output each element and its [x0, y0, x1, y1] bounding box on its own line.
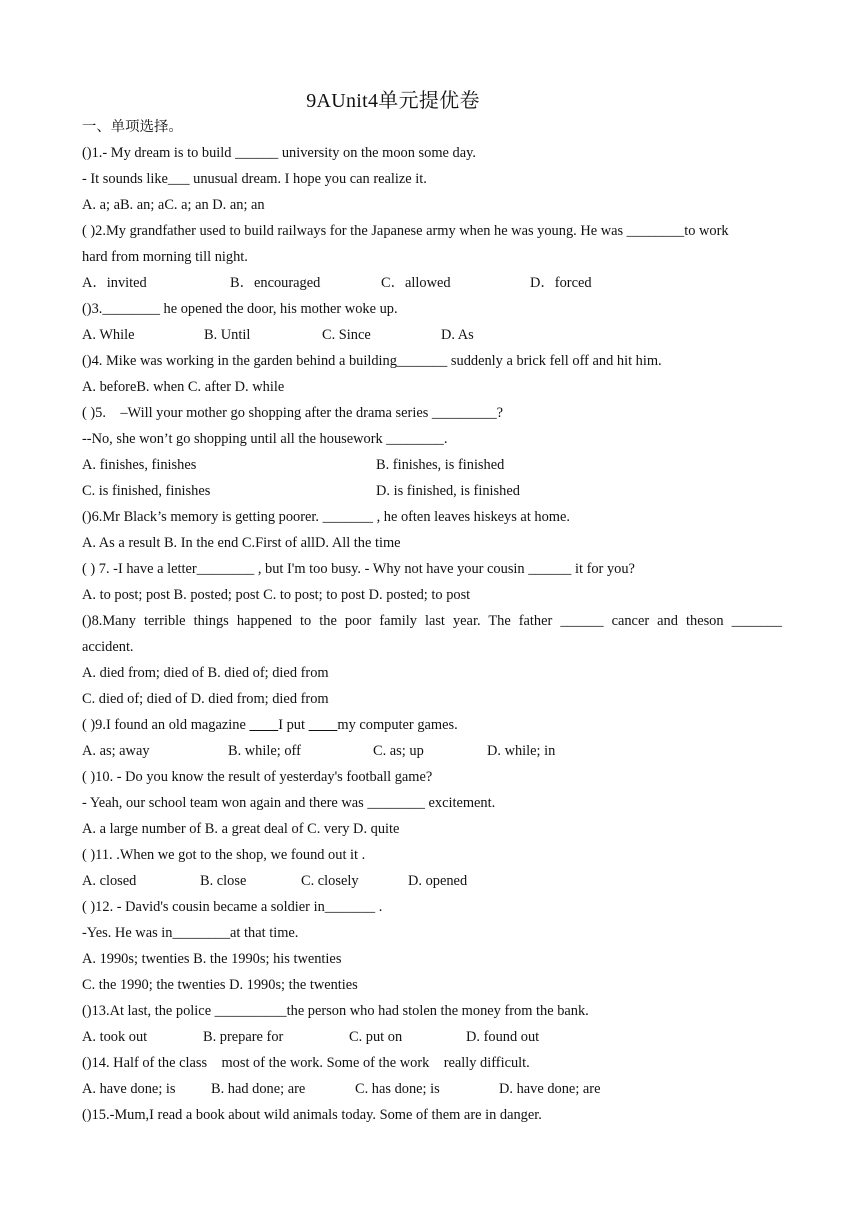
q2-option-c: C．allowed [381, 275, 451, 291]
q4-options: A. beforeB. when C. after D. while [82, 379, 285, 395]
q14-option-c: C. has done; is [355, 1081, 440, 1097]
q8-options-row2: C. died of; died of D. died from; died from [82, 691, 329, 707]
q7-stem: ( ) 7. -I have a letter________ , but I'm too busy. - Why not have your cousin ______ it for you? [82, 561, 635, 577]
q13-stem: ()13.At last, the police __________the person who had stolen the money from the bank. [82, 1003, 589, 1019]
q3-option-a: A. While [82, 327, 135, 343]
q14-options [82, 1076, 782, 1102]
q11-option-d: D. opened [408, 873, 468, 889]
q15-stem: ()15.-Mum,I read a book about wild animals today. Some of them are in danger. [82, 1107, 542, 1123]
q5-option-b: B. finishes, is finished [376, 457, 505, 473]
q1-stem: ()1.- My dream is to build ______ university on the moon some day. [82, 145, 476, 161]
q5-option-c: C. is finished, finishes [82, 483, 211, 499]
q8-stem: ()8.Many terrible things happened to the poor family last year. The father ______ cancer and theson _______ [82, 613, 782, 629]
q5-stem: ( )5. –Will your mother go shopping after the drama series _________? [82, 405, 504, 421]
q2-option-b: B．encouraged [230, 275, 321, 291]
q13-option-d: D. found out [466, 1029, 540, 1045]
q9-prefix: ( )9.I found an old magazine [82, 717, 250, 733]
q5-options-row1 [82, 452, 782, 478]
q2-option-d: D．forced [530, 275, 592, 291]
q9-blank-2 [309, 717, 338, 733]
q13-option-a: A. took out [82, 1029, 148, 1045]
q5-line2: --No, she won’t go shopping until all the housework ________. [82, 431, 448, 447]
q9-suffix: my computer games. [337, 717, 458, 733]
q12-stem: ( )12. - David's cousin became a soldier in_______ . [82, 899, 383, 915]
q14-option-a: A. have done; is [82, 1081, 176, 1097]
q9-option-a: A. as; away [82, 743, 150, 759]
q9-options [82, 738, 782, 764]
q3-options [82, 322, 782, 348]
q2-line2: hard from morning till night. [82, 249, 248, 265]
q2-option-a: A．invited [82, 275, 147, 291]
q11-option-a: A. closed [82, 873, 137, 889]
q10-options: A. a large number of B. a great deal of C. very D. quite [82, 821, 400, 837]
q5-option-d: D. is finished, is finished [376, 483, 520, 499]
q13-option-b: B. prepare for [203, 1029, 284, 1045]
q9-blank-1 [249, 717, 278, 733]
q11-stem: ( )11. .When we got to the shop, we found out it . [82, 847, 366, 863]
q12-line2: -Yes. He was in________at that time. [82, 925, 299, 941]
q11-option-b: B. close [200, 873, 247, 889]
q9-option-d: D. while; in [487, 743, 556, 759]
q7-options: A. to post; post B. posted; post C. to post; to post D. posted; to post [82, 587, 471, 603]
q12-options-row1: A. 1990s; twenties B. the 1990s; his twenties [82, 951, 342, 967]
q3-option-c: C. Since [322, 327, 371, 343]
q14-stem: ()14. Half of the class most of the work. Some of the work really difficult. [82, 1055, 530, 1071]
page-title: 9AUnit4单元提优卷 [306, 90, 480, 112]
q13-option-c: C. put on [349, 1029, 403, 1045]
q5-options-row2 [82, 478, 782, 504]
q8-line2: accident. [82, 639, 134, 655]
q9-option-b: B. while; off [228, 743, 301, 759]
q14-option-d: D. have done; are [499, 1081, 601, 1097]
q10-line2: - Yeah, our school team won again and there was ________ excitement. [82, 795, 496, 811]
q14-option-b: B. had done; are [211, 1081, 306, 1097]
q2-options [82, 270, 782, 296]
q3-stem: ()3.________ he opened the door, his mother woke up. [82, 301, 398, 317]
q3-option-b: B. Until [204, 327, 251, 343]
q12-options-row2: C. the 1990; the twenties D. 1990s; the twenties [82, 977, 358, 993]
q1-options: A. a; aB. an; aC. a; an D. an; an [82, 197, 265, 213]
question-list [82, 114, 782, 1128]
q2-stem: ( )2.My grandfather used to build railways for the Japanese army when he was young. He was ________to work [82, 223, 729, 239]
q5-option-a: A. finishes, finishes [82, 457, 197, 473]
q11-option-c: C. closely [301, 873, 359, 889]
section-heading: 一、单项选择。 [82, 119, 183, 135]
q3-option-d: D. As [441, 327, 474, 343]
q9-middle: I put [278, 717, 309, 733]
q1-line2: - It sounds like___ unusual dream. I hope you can realize it. [82, 171, 427, 187]
q6-stem: ()6.Mr Black’s memory is getting poorer. _______ , he often leaves hiskeys at home. [82, 509, 570, 525]
q4-stem: ()4. Mike was working in the garden behind a building_______ suddenly a brick fell off and hit him. [82, 353, 662, 369]
q11-options [82, 868, 782, 894]
q6-options: A. As a result B. In the end C.First of allD. All the time [82, 535, 401, 551]
q10-stem: ( )10. - Do you know the result of yesterday's football game? [82, 769, 433, 785]
q13-options [82, 1024, 782, 1050]
q9-stem [82, 712, 782, 738]
q8-options-row1: A. died from; died of B. died of; died from [82, 665, 329, 681]
q9-option-c: C. as; up [373, 743, 424, 759]
